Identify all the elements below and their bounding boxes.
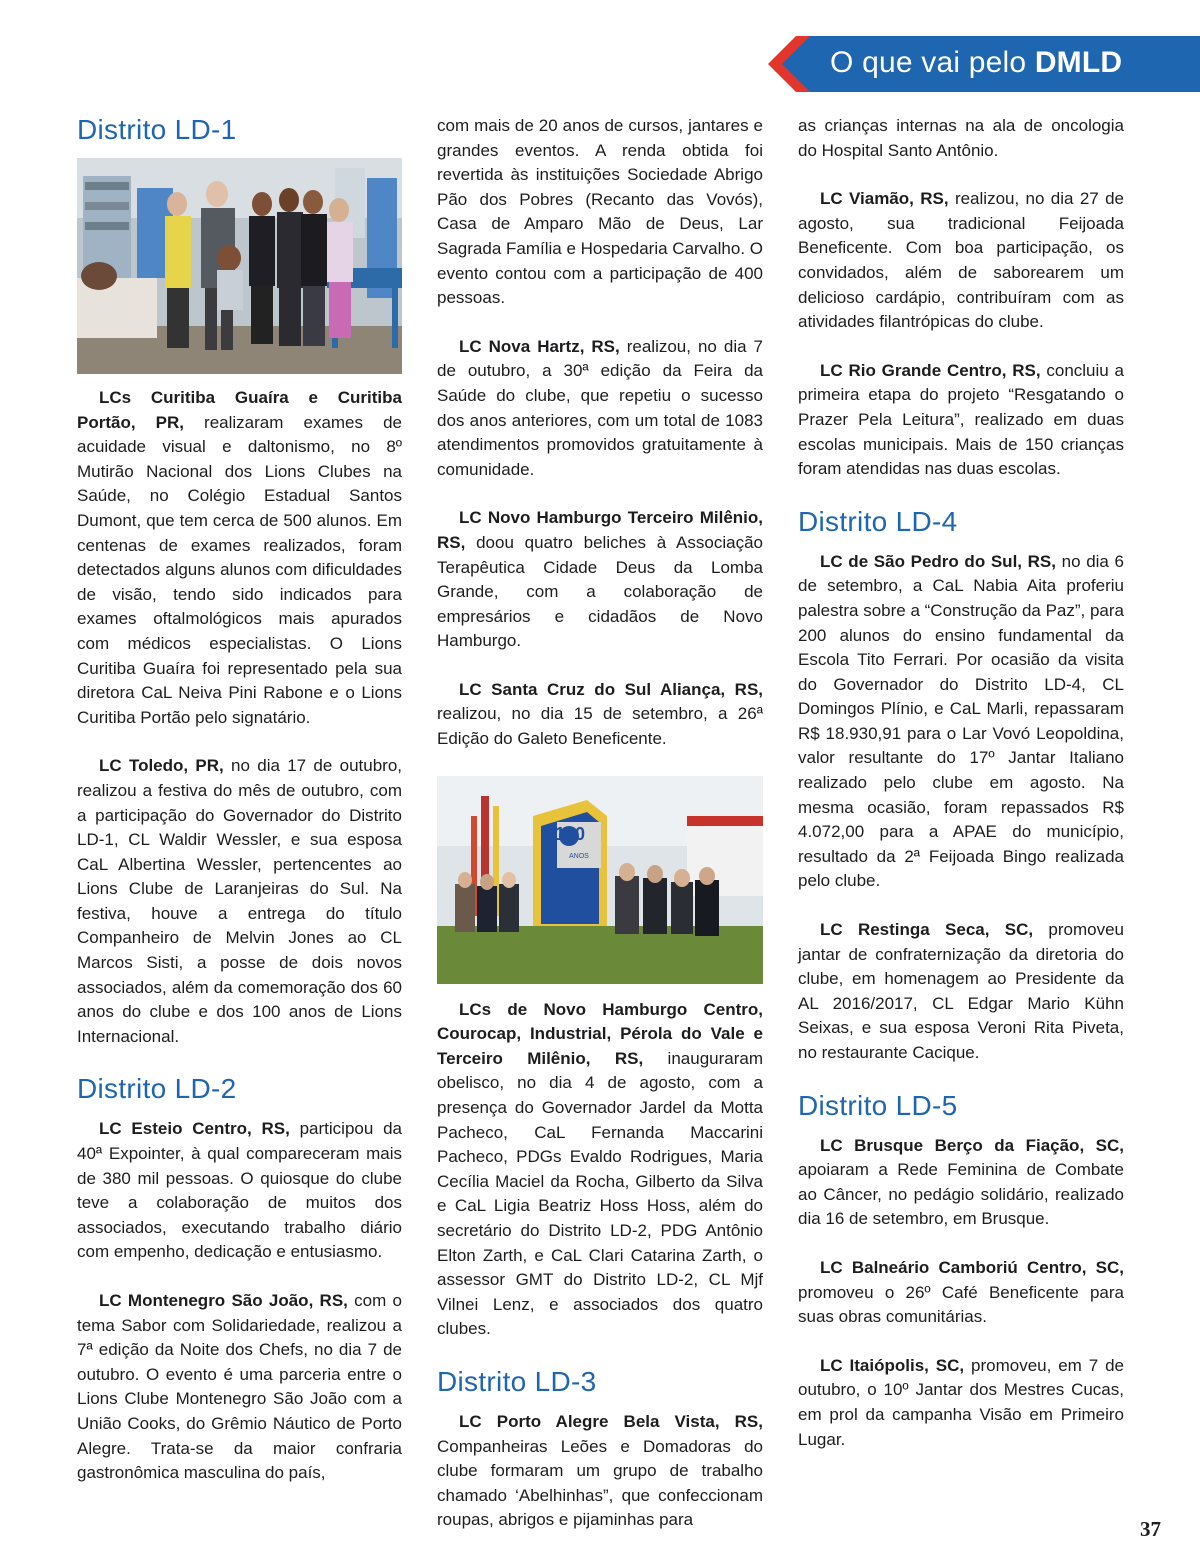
obelisk-badge-sub: ANOS bbox=[569, 852, 589, 860]
header-title-prefix: O que vai pelo bbox=[830, 46, 1027, 79]
text-novo-hamburgo-terceiro: doou quatro beliches à Associação Terapêutica Cidade Deus da Lomba Grande, com a colaboração de empresários e cidadãos de Novo Hamburgo. bbox=[437, 532, 763, 651]
paragraph-porto-alegre bbox=[437, 1410, 763, 1533]
group-photo-icon bbox=[77, 158, 402, 374]
club-name-restinga-seca: LC Restinga Seca, SC, bbox=[820, 920, 1034, 940]
paragraph-santa-cruz bbox=[437, 678, 763, 752]
text-curitiba: realizaram exames de acuidade visual e daltonismo, no 8º Mutirão Nacional dos Lions Clubes na Saúde, no Colégio Estadual Santos Dumont, que tem cerca de 500 alunos. Em centenas de exames realizados, foram detectados alguns alunos com dificuldades de visão, tendo sido indicados para exames oftalmológicos mais apurados com médicos especialistas. O Lions Curitiba Guaíra foi representado pela sua diretora CaL Neiva Pini Rabone e o Lions Curitiba Portão pelo signatário. bbox=[77, 412, 402, 727]
text-nova-hartz: realizou, no dia 7 de outubro, a 30ª edição da Feira da Saúde do clube, que repetiu o sucesso dos anos anteriores, com um total de 1083 atendimentos promovidos gratuitamente à comunidade. bbox=[437, 336, 763, 479]
text-sao-pedro: no dia 6 de setembro, a CaL Nabia Aita proferiu palestra sobre a “Construção da Paz”, para 200 alunos do ensino fundamental da Escola Tito Ferrari. Por ocasião da visita do Governador do Distrito LD-4, CL Domingos Plínio, e CaL Marli, repassaram R$ 18.930,91 para o Lar Vovó Leopoldina, valor resultante do 17º Jantar Italiano realizado pelo clube em agosto. Na mesma ocasião, foram repassados R$ 4.072,00 para a APAE do município, resultado da 2ª Feijoada Bingo realizada pelo clube. bbox=[798, 551, 1125, 891]
obelisk-photo bbox=[437, 776, 763, 984]
paragraph-balneario bbox=[798, 1256, 1124, 1330]
club-name-curitiba: LCs Curitiba Guaíra e Curitiba Portão, PR, bbox=[77, 388, 402, 432]
paragraph-nova-hartz bbox=[437, 335, 763, 483]
section-title-ld3: Distrito LD-3 bbox=[437, 1365, 597, 1397]
text-esteio: participou da 40ª Expointer, à qual compareceram mais de 380 mil pessoas. O quiosque do clube teve a colaboração de muitos dos associados, executando trabalho diário com empenho, dedicação e entusiasmo. bbox=[77, 1119, 402, 1262]
section-title-ld4: Distrito LD-4 bbox=[798, 505, 958, 537]
paragraph-itaiopolis bbox=[798, 1354, 1124, 1452]
paragraph-montenegro-continued: com mais de 20 anos de cursos, jantares e grandes eventos. A renda obtida foi revertida às instituições Sociedade Abrigo Pão dos Pobres (Recanto das Vovós), Casa de Amparo Mão de Deus, Lar Sagrada Família e Hospedaria Carvalho. O evento contou com a participação de 400 pessoas. bbox=[437, 116, 763, 308]
club-name-obelisco: LCs de Novo Hamburgo Centro, Courocap, Industrial, Pérola do Vale e Terceiro Milênio, RS, bbox=[437, 999, 763, 1068]
paragraph-viamao bbox=[798, 187, 1124, 335]
section-title-ld2: Distrito LD-2 bbox=[77, 1073, 237, 1105]
section-header-banner bbox=[768, 36, 1200, 92]
column-3 bbox=[798, 114, 1124, 1476]
text-obelisco: inauguraram obelisco, no dia 4 de agosto, com a presença do Governador Jardel da Motta Pacheco, CaL Fernanda Maccarini Pacheco, PDGs Evaldo Rodrigues, Maria Cecília Maciel da Rocha, Gilberto da Silva e CaL Ligia Beatriz Hoss Hoss, além do secretário do Distrito LD-2, PDG Antônio Elton Zarth, e CaL Clari Catarina Zarth, o assessor GMT do Distrito LD-2, CL Mjf Vilnei Lenz, e associados dos quatro clubes. bbox=[437, 1048, 763, 1339]
curitiba-group-photo bbox=[77, 158, 402, 374]
club-name-nova-hartz: LC Nova Hartz, RS, bbox=[459, 336, 620, 356]
text-montenegro: com o tema Sabor com Solidariedade, realizou a 7ª edição da Noite dos Chefs, no dia 7 de outubro. O evento é uma parceria entre o Lions Clube Montenegro São João com a União Cooks, do Grêmio Náutico de Porto Alegre. Trata-se da maior confraria gastronômica masculina do país, bbox=[77, 1291, 402, 1483]
paragraph-brusque bbox=[798, 1134, 1124, 1232]
club-name-viamao: LC Viamão, RS, bbox=[820, 189, 949, 209]
club-name-montenegro: LC Montenegro São João, RS, bbox=[99, 1291, 348, 1310]
paragraph-montenegro bbox=[77, 1289, 402, 1486]
header-title bbox=[830, 46, 1122, 80]
paragraph-restinga-seca bbox=[798, 918, 1124, 1066]
paragraph-rio-grande bbox=[798, 359, 1124, 482]
text-balneario: promoveu o 26º Café Beneficente para suas obras comunitárias. bbox=[798, 1282, 1124, 1327]
club-name-toledo: LC Toledo, PR, bbox=[99, 756, 224, 776]
paragraph-curitiba bbox=[77, 386, 402, 730]
text-santa-cruz: realizou, no dia 15 de setembro, a 26ª Edição do Galeto Beneficente. bbox=[437, 704, 763, 749]
club-name-esteio: LC Esteio Centro, RS, bbox=[99, 1119, 290, 1139]
section-title-ld5: Distrito LD-5 bbox=[798, 1089, 958, 1121]
page-number: 37 bbox=[1140, 1517, 1161, 1541]
text-rio-grande: concluiu a primeira etapa do projeto “Resgatando o Prazer Pela Leitura”, realizado em duas escolas municipais. Mais de 150 crianças foram atendidas nas duas escolas. bbox=[798, 360, 1124, 479]
text-restinga-seca: promoveu jantar de confraternização da diretoria do clube, em homenagem ao Presidente da AL 2016/2017, CL Edgar Mario Kühn Seixas, e sua esposa Veroni Rita Piveta, no restaurante Cacique. bbox=[798, 920, 1124, 1062]
section-title-ld1: Distrito LD-1 bbox=[77, 114, 237, 145]
paragraph-sao-pedro bbox=[798, 550, 1124, 894]
club-name-novo-hamburgo-terceiro: LC Novo Hamburgo Terceiro Milênio, RS, bbox=[437, 508, 763, 552]
club-name-sao-pedro: LC de São Pedro do Sul, RS, bbox=[820, 551, 1056, 571]
paragraph-porto-alegre-continued: as crianças internas na ala de oncologia do Hospital Santo Antônio. bbox=[798, 116, 1124, 160]
text-itaiopolis: promoveu, em 7 de outubro, o 10º Jantar dos Mestres Cucas, em prol da campanha Visão em Primeiro Lugar. bbox=[798, 1355, 1124, 1449]
text-toledo: no dia 17 de outubro, realizou a festiva do mês de outubro, com a participação do Governador do Distrito LD-1, CL Waldir Wessler, e sua esposa CaL Albertina Wessler, pertencentes ao Lions Clube de Laranjeiras do Sul. Na festiva, houve a entrega do título Companheiro de Melvin Jones ao CL Marcos Sisti, a posse de dois novos associados, além da comemoração dos 60 anos do clube e dos 100 anos de Lions Internacional. bbox=[77, 756, 402, 1046]
obelisk-photo-icon bbox=[437, 776, 763, 984]
text-porto-alegre: Companheiras Leões e Domadoras do clube formaram um grupo de trabalho chamado ‘Abelhinhas”, que confeccionam roupas, abrigos e pijaminhas para bbox=[437, 1436, 763, 1530]
column-1 bbox=[77, 114, 402, 1510]
text-brusque: apoiaram a Rede Feminina de Combate ao Câncer, no pedágio solidário, realizado dia 16 de setembro, em Brusque. bbox=[798, 1160, 1124, 1229]
club-name-brusque: LC Brusque Berço da Fiação, SC, bbox=[820, 1135, 1124, 1155]
club-name-porto-alegre: LC Porto Alegre Bela Vista, RS, bbox=[459, 1411, 763, 1431]
obelisk-badge-number: 100 bbox=[555, 823, 586, 844]
text-viamao: realizou, no dia 27 de agosto, sua tradicional Feijoada Beneficente. Com boa participação, os convidados, além de saborearem um delicioso cardápio, contribuíram com as atividades filantrópicas do clube. bbox=[798, 189, 1124, 332]
club-name-santa-cruz: LC Santa Cruz do Sul Aliança, RS, bbox=[459, 679, 763, 699]
paragraph-esteio bbox=[77, 1117, 402, 1265]
club-name-balneario: LC Balneário Camboriú Centro, SC, bbox=[820, 1257, 1124, 1277]
club-name-itaiopolis: LC Itaiópolis, SC, bbox=[820, 1355, 965, 1375]
paragraph-obelisco bbox=[437, 998, 763, 1342]
club-name-rio-grande: LC Rio Grande Centro, RS, bbox=[820, 360, 1041, 380]
header-title-bold: DMLD bbox=[1034, 46, 1123, 79]
column-2 bbox=[437, 114, 763, 1557]
paragraph-novo-hamburgo-terceiro bbox=[437, 506, 763, 654]
paragraph-toledo bbox=[77, 754, 402, 1049]
